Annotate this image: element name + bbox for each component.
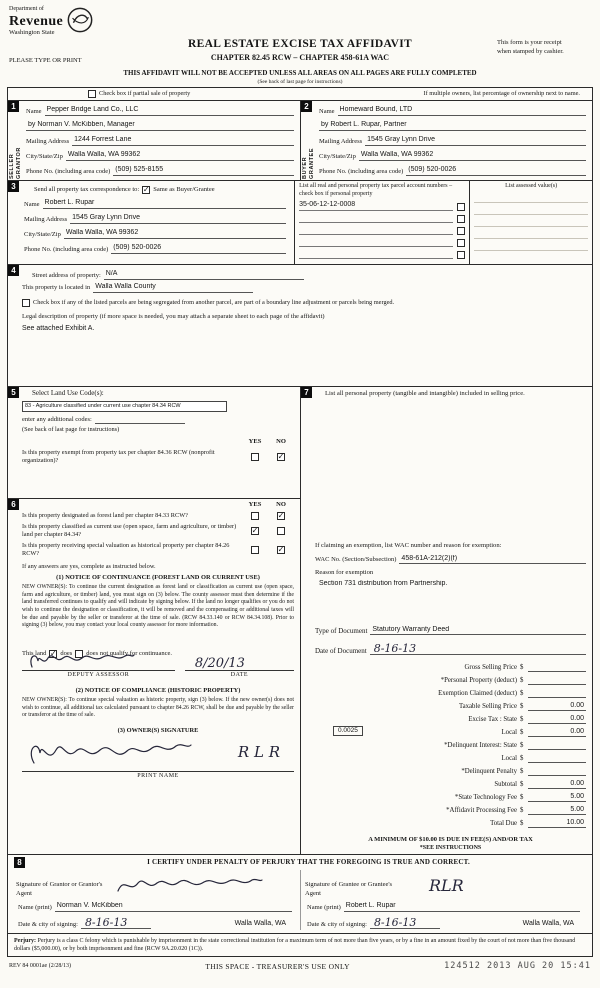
partial-sale-row — [8, 88, 592, 101]
tax-line-excise-state — [315, 711, 586, 724]
tax-line-label: Taxable Selling Price — [458, 702, 517, 710]
section-seller-buyer — [8, 101, 592, 181]
date-label: DATE — [230, 671, 249, 678]
historical-question — [22, 542, 294, 558]
parcel-number-value — [299, 214, 453, 223]
does-qualify-checkbox[interactable]: ✓ — [50, 648, 57, 658]
buyer-grantee-vertical-label — [302, 114, 315, 179]
dollar-sign: $ — [520, 806, 524, 814]
seller-csz-label: City/State/Zip — [26, 152, 63, 160]
spacer — [315, 399, 586, 542]
assessed-value-row — [474, 191, 588, 203]
tax-line-value — [528, 767, 586, 776]
receipt-note-line2: when stamped by cashier. — [497, 47, 564, 55]
parcel-number-value — [299, 250, 453, 259]
parcel-personal-checkbox[interactable] — [457, 227, 465, 235]
perjury-text: Perjury is a class C felony which is punishable by imprisonment in the state correctional institution for a maximum term of not more than five years, or by a fine in an amount fixed by the court of not more than five thousand dollars ($5,000.00), or by both imprisonment and fine (RCW 9A.20.020 (1C)). — [14, 938, 576, 953]
buyer-vertical-word: BUYER — [302, 156, 308, 179]
parcel-numbers-column — [294, 181, 469, 264]
does-not-label: does not qualify for continuance. — [86, 649, 173, 657]
tax-line-value — [528, 663, 586, 672]
dor-logo — [9, 6, 94, 37]
tax-line-total-due — [315, 815, 586, 828]
seller-phone-value: (509) 525-8155 — [113, 166, 294, 176]
forest-no-checkbox[interactable]: ✓ — [277, 511, 285, 521]
tax-line-subtotal — [315, 776, 586, 789]
multiple-owners-note: If multiple owners, list percentage of ownership next to name. — [423, 90, 580, 98]
current-use-no-checkbox[interactable] — [277, 527, 285, 535]
owner-signature-area — [22, 737, 294, 771]
additional-codes-label: enter any additional codes: — [22, 415, 92, 423]
yes-no-header — [22, 501, 294, 509]
buyer-name-label: Name — [319, 107, 335, 115]
section-buyer — [300, 101, 592, 180]
grantor-date-label: Date & city of signing: — [18, 920, 78, 928]
local-rate-box: 0.0025 — [333, 726, 363, 736]
buyer-csz-label: City/State/Zip — [319, 152, 356, 160]
tax-line-taxable — [315, 698, 586, 711]
no-header-label: NO — [276, 437, 286, 445]
grantee-signature: RLR — [429, 876, 464, 895]
wac-number-value: 458-61A-212(2)(f) — [399, 555, 586, 565]
tax-line-label: Gross Selling Price — [464, 663, 517, 671]
reason-exemption-label: Reason for exemption — [315, 569, 374, 577]
yes-header-label: YES — [248, 501, 262, 508]
seller-grantor-vertical-label — [9, 114, 22, 179]
tax-line-value: 0.00 — [528, 702, 586, 712]
tax-line-value: 0.00 — [528, 780, 586, 790]
dor-logo-icon — [66, 6, 94, 34]
tax-line-delinq-local — [315, 750, 586, 763]
corr-phone-value: (509) 520-0026 — [111, 244, 286, 254]
parcel-number-value — [299, 226, 453, 235]
tax-line-processing-fee — [315, 802, 586, 815]
section-5-badge: 5 — [8, 387, 19, 398]
dollar-sign: $ — [520, 702, 524, 710]
tax-line-label: Local — [501, 754, 517, 762]
grantor-city-value: Walla Walla, WA — [234, 920, 286, 928]
section-1-badge: 1 — [8, 101, 19, 112]
doc-date-value: 8-16-13 — [370, 643, 586, 655]
dollar-sign: $ — [520, 741, 524, 749]
segregated-checkbox[interactable] — [22, 299, 30, 307]
dept-of-label: Department of — [9, 6, 44, 12]
exempt-no-checkbox[interactable]: ✓ — [277, 451, 285, 461]
same-as-buyer-checkbox[interactable]: ✓ — [142, 185, 150, 194]
grantee-certification — [300, 870, 588, 930]
tax-line-label: Exemption Claimed (deduct) — [438, 689, 517, 697]
parcel-row — [299, 199, 465, 211]
doc-date-label: Date of Document — [315, 646, 367, 655]
legal-description-value: See attached Exhibit A. — [22, 324, 95, 332]
seller-csz-value: Walla Walla, WA 99362 — [66, 151, 294, 161]
tax-line-value: 0.00 — [528, 728, 586, 738]
grantor-name-value: Norman V. McKibben — [55, 902, 292, 912]
revenue-label: Revenue — [9, 13, 64, 29]
parcel-number-value: 35-06-12-12-0008 — [299, 201, 453, 211]
this-land-label: This land — [22, 649, 47, 657]
section-designation — [8, 499, 300, 854]
print-name-line — [22, 771, 294, 772]
section-tax-computation — [300, 387, 592, 854]
notice-continuance-title: (1) NOTICE OF CONTINUANCE (FOREST LAND OR CURRENT USE) — [56, 574, 260, 582]
seller-phone-label: Phone No. (including area code) — [26, 167, 111, 175]
deputy-assessor-label: DEPUTY ASSESSOR — [67, 671, 130, 678]
located-in-label: This property is located in — [22, 284, 91, 292]
tax-line-value: 0.00 — [528, 715, 586, 725]
section-6-badge: 6 — [8, 499, 19, 510]
section-7-badge: 7 — [301, 387, 312, 398]
exempt-question-text: Is this property exempt from property tax per chapter 84.36 RCW (nonprofit organization)? — [22, 448, 215, 464]
seller-by-value: by Norman V. McKibben, Manager — [26, 121, 294, 131]
partial-sale-checkbox[interactable] — [88, 90, 96, 98]
notice-compliance-text: NEW OWNER(S): To continue special valuation as historic property, sign (3) below. If the new owner(s) does not wish to continue, all additional tax calculated pursuant to chapter 84.26 RCW, shall be due and payable by the seller or transferor at the time of sale. — [22, 697, 294, 719]
assessed-value-row — [474, 203, 588, 215]
corr-csz-label: City/State/Zip — [24, 230, 61, 238]
form-chapter: CHAPTER 82.45 RCW – CHAPTER 458-61A WAC — [210, 53, 390, 63]
dollar-sign: $ — [520, 754, 524, 762]
grantor-signature — [114, 874, 264, 898]
current-use-question — [22, 523, 294, 539]
spacer — [315, 590, 586, 623]
current-use-yes-checkbox[interactable]: ✓ — [251, 525, 259, 535]
parcel-personal-checkbox[interactable] — [457, 251, 465, 259]
grantee-signature-label: Signature of Grantee or Grantee's Agent — [305, 881, 393, 897]
reason-exemption-value: Section 731 distribution from Partnership. — [319, 579, 448, 587]
form-header — [7, 3, 593, 87]
tax-line-value — [528, 754, 586, 763]
parcel-row — [299, 247, 465, 259]
street-address-label: Street address of property: — [32, 271, 101, 279]
tax-line-label: *Delinquent Penalty — [461, 767, 517, 775]
parcel-number-value — [299, 238, 453, 247]
please-type-label: PLEASE TYPE OR PRINT — [9, 57, 82, 64]
send-correspondence-label: Send all property tax correspondence to: — [34, 185, 140, 193]
minimum-due-note: A MINIMUM OF $10.00 IS DUE IN FEE(S) AND/OR TAX — [368, 836, 533, 844]
no-header-label: NO — [276, 501, 286, 508]
dollar-sign: $ — [520, 793, 524, 801]
same-as-buyer-label: Same as Buyer/Grantee — [153, 185, 215, 193]
buyer-phone-value: (509) 520-0026 — [406, 166, 586, 176]
grantee-date-label: Date & city of signing: — [307, 920, 367, 928]
does-label: does — [60, 649, 73, 657]
form-title: REAL ESTATE EXCISE TAX AFFIDAVIT — [188, 38, 412, 50]
tax-line-exemption — [315, 685, 586, 698]
tax-line-tech-fee — [315, 789, 586, 802]
notice-continuance-text: NEW OWNER(S): To continue the current designation as forest land or classification as current use (open space, farm and agriculture, or timber) land, you must sign on (3) below. The county assessor must then determine if the land transferred continues to qualify and will indicate by signing below. If the land no longer qualifies or you do not wish to continue the designation or classification, it will be removed and the compensating or additional taxes will be due and payable by the seller or transferor at the time of sale. (RCW 84.33.140 or RCW 84.34.108). Prior to signing (3) below, you may contact your local county assessor for more information. — [22, 584, 294, 629]
tax-line-value: 5.00 — [528, 806, 586, 816]
tax-line-label: *Affidavit Processing Fee — [446, 806, 517, 814]
dollar-sign: $ — [520, 663, 524, 671]
assessor-date-value: 8/20/13 — [194, 656, 245, 672]
receipt-note — [497, 39, 591, 57]
parcel-header: List all real and personal property tax parcel account numbers – check box if personal property — [299, 183, 453, 197]
tax-line-gross — [315, 659, 586, 672]
tax-line-label: Local — [501, 728, 517, 736]
question-text: Is this property classified as current use (open space, farm and agriculture, or timber) land per chapter 84.34? — [22, 523, 237, 538]
buyer-by-value: by Robert L. Rupar, Partner — [319, 121, 586, 131]
grantee-date-value: 8-16-13 — [370, 917, 440, 929]
see-instructions-note: *SEE INSTRUCTIONS — [419, 844, 482, 851]
seller-name-label: Name — [26, 107, 42, 115]
select-land-use-label: Select Land Use Code(s): — [32, 389, 104, 397]
located-in-value: Walla Walla County — [93, 283, 253, 293]
parcel-row — [299, 223, 465, 235]
section-property — [8, 265, 592, 387]
grantor-signature-label: Signature of Grantor or Grantor's Agent — [16, 881, 103, 897]
buyer-mailing-label: Mailing Address — [319, 137, 363, 145]
assessed-value-row — [474, 239, 588, 251]
section-2-badge: 2 — [301, 101, 312, 112]
owner-signature — [24, 737, 194, 771]
if-yes-note: If any answers are yes, complete as instructed below. — [22, 562, 156, 570]
grantor-date-value: 8-16-13 — [81, 917, 151, 929]
assessed-header: List assessed value(s) — [505, 183, 558, 189]
title-block — [127, 37, 473, 63]
corr-phone-label: Phone No. (including area code) — [24, 245, 109, 253]
dollar-sign: $ — [520, 780, 524, 788]
question-text: Is this property designated as forest land per chapter 84.33 RCW? — [22, 512, 188, 520]
dollar-sign: $ — [520, 728, 524, 736]
seller-mailing-value: 1244 Forrest Lane — [72, 136, 294, 146]
form-footer — [7, 961, 593, 972]
form-body — [7, 87, 593, 957]
dollar-sign: $ — [520, 676, 524, 684]
yes-header-label: YES — [248, 437, 262, 445]
grantor-vertical-word: GRANTOR — [15, 147, 22, 179]
corr-mailing-value: 1545 Gray Lynn Drive — [70, 214, 286, 224]
street-address-value: N/A — [104, 270, 304, 280]
section-4-badge: 4 — [8, 265, 19, 276]
tax-line-value — [528, 676, 586, 685]
corr-mailing-label: Mailing Address — [24, 215, 68, 223]
corr-name-label: Name — [24, 200, 40, 208]
section-certification — [8, 855, 592, 934]
parcel-row — [299, 235, 465, 247]
deputy-assessor-signature — [26, 649, 136, 671]
dollar-sign: $ — [520, 767, 524, 775]
assessed-values-column — [469, 181, 592, 264]
grantee-name-value: Robert L. Rupar — [344, 902, 580, 912]
assessed-value-row — [474, 215, 588, 227]
corr-csz-value: Walla Walla, WA 99362 — [64, 229, 286, 239]
cashier-stamp: 124512 2013 AUG 20 15:41 — [444, 961, 591, 972]
tax-line-label: *Delinquent Interest: State — [444, 741, 517, 749]
seller-name-value: Pepper Bridge Land Co., LLC — [45, 106, 294, 116]
additional-codes-value[interactable] — [95, 415, 185, 424]
dollar-sign: $ — [520, 715, 524, 723]
tax-line-delinq-state — [315, 737, 586, 750]
assessed-value-row — [474, 227, 588, 239]
parcel-row — [299, 211, 465, 223]
historical-yes-checkbox[interactable] — [251, 546, 259, 554]
print-name-label: PRINT NAME — [137, 772, 179, 779]
see-back-instructions: (See back of last page for instructions) — [22, 425, 120, 433]
tax-line-label: Subtotal — [494, 780, 517, 788]
partial-sale-label: Check box if partial sale of property — [99, 90, 191, 98]
land-use-code-select[interactable]: 83 - Agriculture classified under current use chapter 84.34 RCW — [22, 401, 227, 412]
corr-name-value: Robert L. Rupar — [43, 199, 287, 209]
parcel-personal-checkbox[interactable] — [457, 203, 465, 211]
tax-line-value — [528, 689, 586, 698]
owner-signature-title: (3) OWNER(S) SIGNATURE — [117, 726, 199, 734]
tax-line-value: 10.00 — [528, 819, 586, 829]
section-correspondence — [8, 181, 592, 265]
buyer-name-value: Homeward Bound, LTD — [338, 106, 586, 116]
correspondence-column — [8, 181, 294, 264]
forest-yes-checkbox[interactable] — [251, 512, 259, 520]
doc-type-value: Statutory Warranty Deed — [370, 626, 586, 636]
seller-vertical-word: SELLER — [9, 153, 15, 179]
tax-line-label: *State Technology Fee — [454, 793, 517, 801]
historical-no-checkbox[interactable]: ✓ — [277, 544, 285, 554]
section-3-badge: 3 — [8, 181, 19, 192]
section-seller — [8, 101, 300, 180]
tax-line-penalty — [315, 763, 586, 776]
section-land-use — [8, 387, 300, 499]
dor-logo-text — [9, 6, 63, 37]
grantee-vertical-word: GRANTEE — [308, 147, 315, 179]
section-landuse-tax — [8, 387, 592, 855]
seller-mailing-label: Mailing Address — [26, 137, 70, 145]
perjury-label: Perjury: — [14, 938, 36, 944]
exempt-yes-checkbox[interactable] — [251, 453, 259, 461]
wac-number-label: WAC No. (Section/Subsection) — [315, 556, 397, 564]
treasurer-use-label: THIS SPACE - TREASURER'S USE ONLY — [205, 961, 350, 971]
dollar-sign: $ — [520, 819, 524, 827]
grantor-name-label: Name (print) — [18, 903, 52, 911]
yes-no-header — [22, 438, 294, 446]
exemption-label: If claiming an exemption, list WAC number and reason for exemption: — [315, 541, 502, 549]
dollar-sign: $ — [520, 689, 524, 697]
segregated-row — [22, 299, 586, 307]
see-back-note: (See back of last page for instructions) — [257, 79, 343, 85]
forest-land-question — [22, 512, 294, 520]
assessor-signature-row — [22, 656, 294, 680]
parcel-personal-checkbox[interactable] — [457, 215, 465, 223]
buyer-mailing-value: 1545 Gray Lynn Drive — [365, 136, 586, 146]
tax-line-value — [528, 741, 586, 750]
notice-compliance-title: (2) NOTICE OF COMPLIANCE (HISTORIC PROPERTY) — [75, 687, 241, 695]
left-column — [8, 387, 300, 854]
warning-text: THIS AFFIDAVIT WILL NOT BE ACCEPTED UNLESS ALL AREAS ON ALL PAGES ARE FULLY COMPLETED — [123, 69, 477, 77]
personal-property-label: List all personal property (tangible and intangible) included in selling price. — [325, 390, 525, 397]
tax-line-excise-local — [315, 724, 586, 737]
question-text: Is this property receiving special valuation as historical property per chapter 84.26 RCW? — [22, 541, 230, 557]
receipt-note-line1: This form is your receipt — [497, 39, 562, 46]
buyer-csz-value: Walla Walla, WA 99362 — [359, 151, 586, 161]
tax-line-value: 5.00 — [528, 793, 586, 803]
section-8-badge: 8 — [14, 857, 25, 868]
rev-number: REV 84 0001ae (2/28/13) — [9, 962, 72, 969]
tax-computation-table — [315, 659, 586, 828]
buyer-phone-label: Phone No. (including area code) — [319, 167, 404, 175]
doc-type-label: Type of Document — [315, 626, 368, 635]
washington-state-label: Washington State — [9, 29, 55, 36]
tax-line-label: Excise Tax : State — [468, 715, 517, 723]
grantor-certification — [12, 870, 300, 930]
legal-description-label: Legal description of property (if more space is needed, you may attach a separate sheet to each page of the affidavit) — [22, 312, 325, 320]
segregated-label: Check box if any of the listed parcels are being segregated from another parcel, are part of a boundary line adjustment or parcels being merged. — [33, 298, 395, 306]
exempt-question-row — [22, 449, 294, 465]
tax-line-personal — [315, 672, 586, 685]
grantee-city-value: Walla Walla, WA — [522, 920, 574, 928]
parcel-personal-checkbox[interactable] — [457, 239, 465, 247]
tax-line-label: Total Due — [490, 819, 517, 827]
certify-statement: I CERTIFY UNDER PENALTY OF PERJURY THAT THE FOREGOING IS TRUE AND CORRECT. — [147, 858, 470, 867]
perjury-notice — [8, 934, 592, 956]
tax-line-label: *Personal Property (deduct) — [440, 676, 517, 684]
grantee-name-label: Name (print) — [307, 903, 341, 911]
owner-signature-initials: R L R — [237, 742, 280, 761]
